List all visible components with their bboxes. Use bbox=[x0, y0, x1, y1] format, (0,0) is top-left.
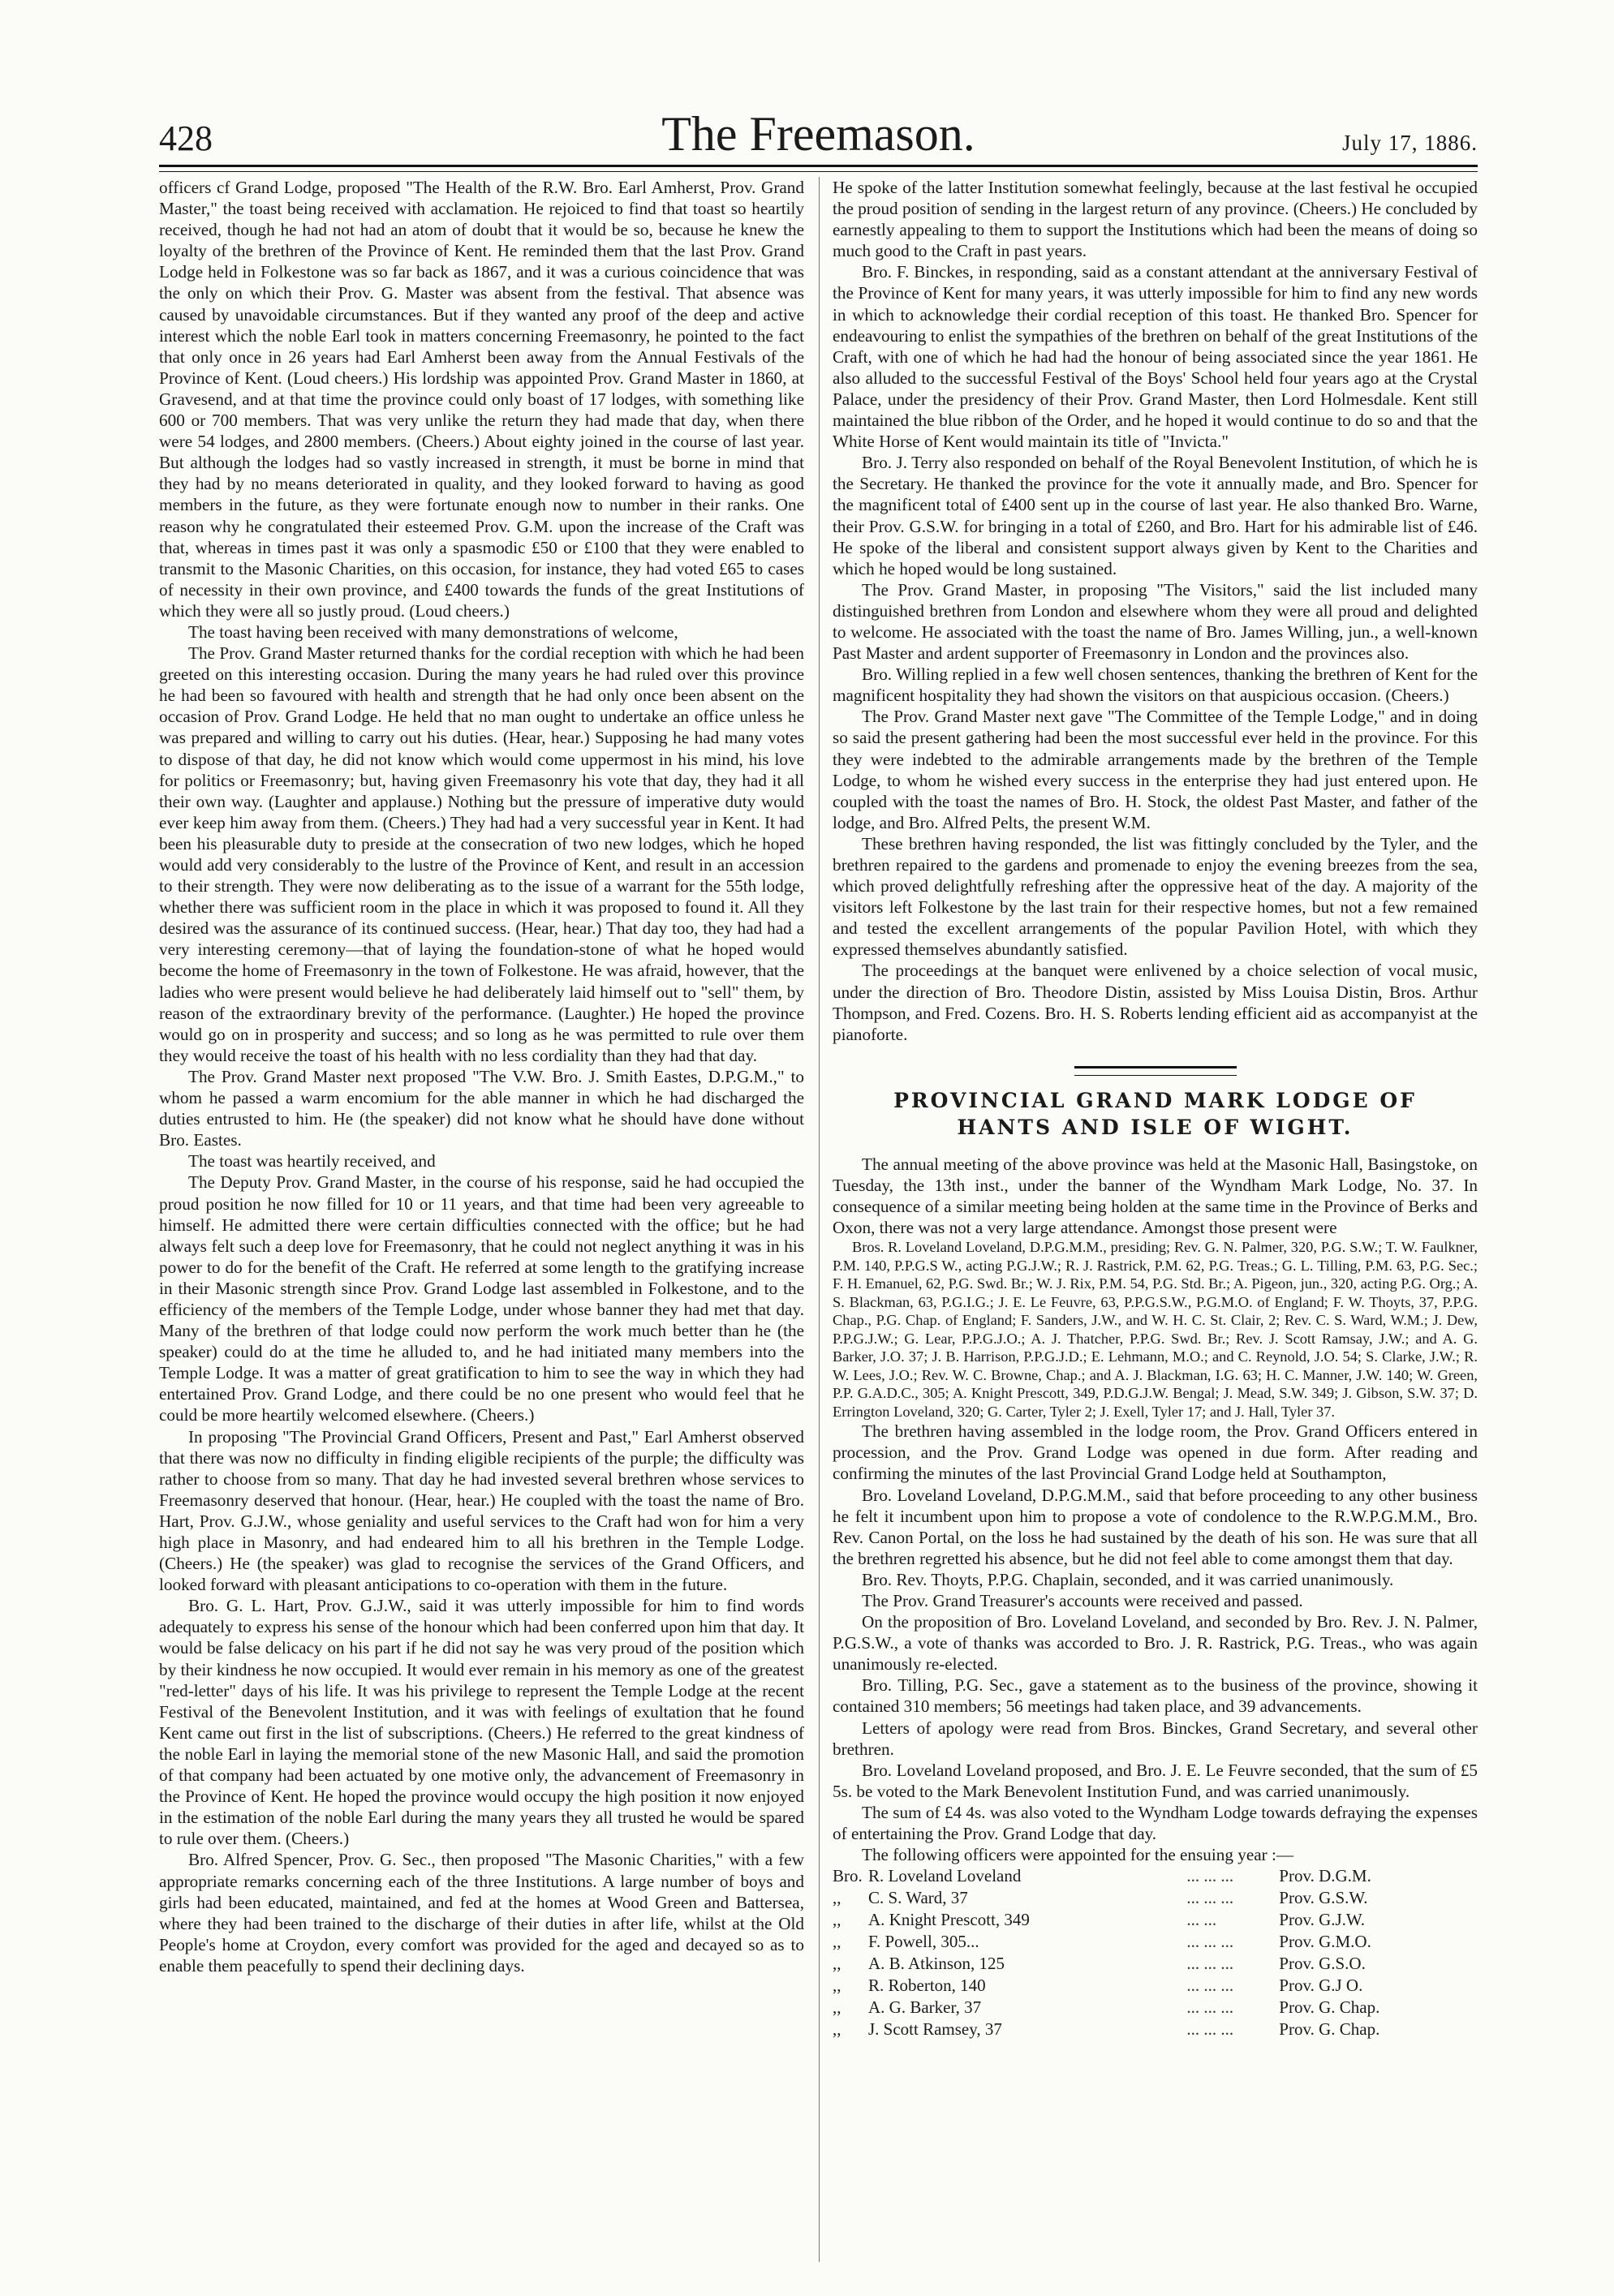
issue-date: July 17, 1886. bbox=[1341, 131, 1478, 155]
article-paragraph: These brethren having responded, the list was fittingly concluded by the Tyler, and the brethren repaired to the gardens and promenade to enjoy the evening breezes from the sea, which proved delightfully refreshing after the oppressive heat of the day. A majority of the visitors left Folkestone by the last train for their respective homes, but not a few remained and tested the excellent arrangements of the popular Pavilion Hotel, with which they expressed themselves abundantly satisfied. bbox=[833, 833, 1478, 960]
officer-leader: ... ... ... bbox=[1186, 1954, 1234, 1974]
officer-role: Prov. G.S.W. bbox=[1279, 1888, 1368, 1908]
officer-row bbox=[833, 1953, 1478, 1975]
officer-row bbox=[833, 1997, 1478, 2019]
officer-role: Prov. G.M.O. bbox=[1279, 1932, 1371, 1952]
officer-row bbox=[833, 2019, 1478, 2040]
article-paragraph: The sum of £4 4s. was also voted to the Wyndham Lodge towards defraying the expenses of entertaining the Prov. Grand Lodge that day. bbox=[833, 1802, 1478, 1843]
officer-name: R. Roberton, 140 bbox=[868, 1976, 986, 1996]
officer-prefix: ,, bbox=[833, 2019, 841, 2040]
officer-name: C. S. Ward, 37 bbox=[868, 1888, 968, 1908]
officer-prefix: ,, bbox=[833, 1997, 841, 2018]
masthead-title: The Freemason. bbox=[661, 107, 975, 161]
officer-name: A. Knight Prescott, 349 bbox=[868, 1910, 1030, 1930]
article-paragraph: Bro. Rev. Thoyts, P.P.G. Chaplain, seconded, and it was carried unanimously. bbox=[862, 1569, 1394, 1589]
column-divider bbox=[819, 177, 820, 2262]
officer-leader: ... ... ... bbox=[1186, 1997, 1234, 2018]
article-paragraph: He spoke of the latter Institution somewhat feelingly, because at the last festival he occupied the proud position of sending in the largest return of any province. (Cheers.) He concluded by earnestly appealing to them to support the Institutions which had been the means of doing so much good to the Craft in past years. bbox=[833, 178, 1478, 261]
officer-role: Prov. G. Chap. bbox=[1279, 2019, 1380, 2040]
officer-prefix: Bro. bbox=[833, 1866, 863, 1886]
officer-row bbox=[833, 1865, 1478, 1887]
article-paragraph: The toast was heartily received, and bbox=[188, 1151, 436, 1172]
officer-row bbox=[833, 1909, 1478, 1931]
header-rule-thick bbox=[159, 165, 1478, 167]
section-heading-line: PROVINCIAL GRAND MARK LODGE OF bbox=[893, 1088, 1417, 1112]
officers-table bbox=[833, 1865, 1478, 2040]
article-paragraph: Bro. J. Terry also responded on behalf of the Royal Benevolent Institution, of which he is the Secretary. He thanked the province for the vote it annually made, and Bro. Spencer for the magnificent total of £400 sent up in the course of last year. He also thanked Bro. Warne, their Prov. G.S.W. for bringing in a total of £260, and Bro. Hart for his admirable list of £46. He spoke of the liberal and consistent support always given by Kent to the Charities and which he hoped would be long sustained. bbox=[833, 453, 1478, 578]
officer-role: Prov. D.G.M. bbox=[1279, 1866, 1371, 1886]
header-rule-thin bbox=[159, 171, 1478, 172]
officer-prefix: ,, bbox=[833, 1976, 841, 1996]
article-paragraph: The proceedings at the banquet were enlivened by a choice selection of vocal music, under the direction of Bro. Theodore Distin, assisted by Miss Louisa Distin, Bros. Arthur Thompson, and Fred. Cozens. Bro. H. S. Roberts lending efficient aid as accompanyist at the pianoforte. bbox=[833, 961, 1478, 1044]
officer-prefix: ,, bbox=[833, 1932, 841, 1952]
officer-leader: ... ... bbox=[1186, 1910, 1217, 1930]
attendees-list: Bros. R. Loveland Loveland, D.P.G.M.M., presiding; Rev. G. N. Palmer, 320, P.G. S.W.; T. W. Faulkner, P.M. 140, P.P.G.S W., acting P.G.J.W.; R. J. Rastrick, P.M. 62, P.G. Treas.; G. L. Tilling, P.M. 63, P.G. Sec.; F. H. Emanuel, 62, P.G. Swd. Br.; W. J. Rix, P.M. 54, P.G. Std. Br.; A. Pigeon, jun., 320, acting P.G. Org.; A. S. Blackman, 63, P.G.I.G.; J. E. Le Feuvre, 63, P.P.G.S.W., P.G.M.O. of England; F. W. Thoyts, 37, P.P.G. Chap., P.G. Chap. of England; F. Sanders, J.W., and W. H. C. St. Clair, 2; Rev. C. S. Ward, W.M.; J. Dew, P.P.G.J.W.; G. Lear, P.P.G.J.O.; A. J. Thatcher, P.P.G. Swd. Br.; Rev. J. Scott Ramsay, J.W.; and A. G. Barker, J.O. 37; J. B. Harrison, P.P.G.J.D.; E. Lehmann, M.O.; and C. Reynold, J.O. 54; S. Clarke, J.W.; R. W. Lees, J.O.; Rev. W. C. Browne, Chap.; and A. J. Blackman, I.G. 63; H. C. Manner, J.W. 140; W. Green, P.P. G.A.D.C., 305; A. Knight Prescott, 349, P.D.G.J.W. Bengal; J. Mead, S.W. 349; J. Gibson, S.W. 37; D. Errington Loveland, 320; G. Carter, Tyler 2; J. Exell, Tyler 17; and J. Hall, Tyler 37. bbox=[833, 1239, 1478, 1420]
article-paragraph: Bro. Alfred Spencer, Prov. G. Sec., then proposed "The Masonic Charities," with a few appropriate remarks concerning each of the three Institutions. A large number of boys and girls had been educated, maintained, and fed at the homes at Wood Green and Battersea, where they had been trained to the discharge of their duties in after life, whilst at the Old People's home at Croydon, every comfort was provided for the aged and decayed so as to enable them peacefully to spend their declining days. bbox=[159, 1850, 804, 1976]
article-paragraph: Bro. Willing replied in a few well chosen sentences, thanking the brethren of Kent for the magnificent hospitality they had shown the visitors on that auspicious occasion. (Cheers.) bbox=[833, 664, 1478, 706]
article-paragraph: Bro. Tilling, P.G. Sec., gave a statement as to the business of the province, showing it contained 310 members; 56 meetings had taken place, and 39 advancements. bbox=[833, 1675, 1478, 1717]
article-paragraph: officers cf Grand Lodge, proposed "The Health of the R.W. Bro. Earl Amherst, Prov. Grand Master," the toast being received with acclamation. He rejoiced to find that toast so heartily received, though he had not had an atom of doubt that it would be so, because he knew the loyalty of the brethren of the Province of Kent. He reminded them that the last Prov. Grand Lodge held in Folkestone was so far back as 1867, and it was a curious coincidence that was the only on which their Prov. G. Master was absent from the festival. That absence was caused by unavoidable circumstances. But if they wanted any proof of the deep and active interest which the noble Earl took in matters concerning Freemasonry, he pointed to the fact that only once in 26 years had Earl Amherst been away from the Annual Festivals of the Province of Kent. (Loud cheers.) His lordship was appointed Prov. Grand Master in 1860, at Gravesend, and at that time the province could only boast of 17 lodges, with something like 600 or 700 members. That was very unlike the return they had made that day, when there were 54 lodges, and 2800 members. (Cheers.) About eighty joined in the course of last year. But although the lodges had so vastly increased in strength, it must be borne in mind that they had by no means deteriorated in quality, and they looked forward to having as good members in the future, as they were fortunate enough now to number in their ranks. One reason why he congratulated their esteemed Prov. G.M. upon the increase of the Craft was that, whereas in times past it was only a spasmodic £50 or £100 that they were enabled to transmit to the Masonic Charities, on this occasion, for instance, they had voted £65 to cases of necessity in their own province, and £400 towards the funds of the great Institutions of which they were all so justly proud. (Loud cheers.) bbox=[159, 178, 804, 621]
article-paragraph: Bro. G. L. Hart, Prov. G.J.W., said it was utterly impossible for him to find words adequately to express his sense of the honour which had been conferred upon him that day. It would be false delicacy on his part if he did not say he was very proud of the position which by their kindness he now occupied. It would ever remain in his memory as one of the greatest "red-letter" days of his life. It was his privilege to represent the Temple Lodge at the recent Festival of the Benevolent Institution, and it was with feelings of exultation that he found Kent came out first in the list of subscriptions. (Cheers.) He referred to the great kindness of the noble Earl in laying the memorial stone of the new Masonic Hall, and said the promotion of that company had been actuated by one motive only, the advancement of Freemasonry in the Province of Kent. He hoped the province would occupy the high position it now enjoyed in the estimation of the noble Earl during the many years they all trusted he would be spared to rule over them. (Cheers.) bbox=[159, 1596, 804, 1849]
officer-role: Prov. G.S.O. bbox=[1279, 1954, 1366, 1974]
officer-leader: ... ... ... bbox=[1186, 2019, 1234, 2040]
officer-leader: ... ... ... bbox=[1186, 1866, 1234, 1886]
page-header bbox=[159, 105, 1478, 162]
article-paragraph: The Prov. Grand Master, in proposing "The Visitors," said the list included many distinguished brethren from London and elsewhere whom they were all proud and delighted to welcome. He associated with the toast the name of Bro. James Willing, jun., a well-known Past Master and ardent supporter of Freemasonry in London and the provinces also. bbox=[833, 579, 1478, 664]
officer-prefix: ,, bbox=[833, 1888, 841, 1908]
officer-row bbox=[833, 1931, 1478, 1953]
article-paragraph: On the proposition of Bro. Loveland Loveland, and seconded by Bro. Rev. J. N. Palmer, P.G.S.W., a vote of thanks was accorded to Bro. J. R. Rastrick, P.G. Treas., who was again unanimously re-elected. bbox=[833, 1612, 1478, 1675]
officer-leader: ... ... ... bbox=[1186, 1976, 1234, 1996]
article-paragraph: The brethren having assembled in the lodge room, the Prov. Grand Officers entered in procession, and the Prov. Grand Lodge was opened in due form. After reading and confirming the minutes of the last Provincial Grand Lodge held at Southampton, bbox=[833, 1421, 1478, 1484]
section-heading-line: HANTS AND ISLE OF WIGHT. bbox=[957, 1115, 1354, 1139]
article-paragraph: The Prov. Grand Master next gave "The Committee of the Temple Lodge," and in doing so said the present gathering had been the most successful ever held in the province. For this they were indebted to the admirable arrangements made by the brethren of the Temple Lodge, to whom he wished every success in the enterprise they had just entered upon. He coupled with the toast the names of Bro. H. Stock, the oldest Past Master, and father of the lodge, and Bro. Alfred Pelts, the present W.M. bbox=[833, 707, 1478, 832]
officer-name: A. G. Barker, 37 bbox=[868, 1997, 982, 2018]
article-paragraph: The Deputy Prov. Grand Master, in the course of his response, said he had occupied the proud position he now filled for 10 or 11 years, and that time had been very agreeable to himself. He admitted there were certain difficulties connected with the office; but he had always felt such a deep love for Freemasonry, that he could not neglect anything it was in his power to do for the benefit of the Craft. He referred at some length to the gratifying increase in their Masonic strength since Prov. Grand Lodge last assembled in Folkestone, and to the efficiency of the members of the Temple Lodge, under whose banner they had met that day. Many of the brethren of that lodge could now perform the work much better than he (the speaker) could do at the time he alluded to, and he had initiated many members into the Temple Lodge. It was a matter of great gratification to him to see the way in which they had entertained Prov. Grand Lodge, and there could be no one present who would feel that he could be more heartily welcomed elsewhere. (Cheers.) bbox=[159, 1172, 804, 1425]
officer-row bbox=[833, 1887, 1478, 1909]
section-intro: The annual meeting of the above province was held at the Masonic Hall, Basingstoke, on Tuesday, the 13th inst., under the banner of the Wyndham Mark Lodge, No. 37. In consequence of a similar meeting being holden at the same time in the Province of Berks and Oxon, there was not a very large attendance. Amongst those present were bbox=[833, 1154, 1478, 1238]
article-paragraph: The Prov. Grand Master next proposed "The V.W. Bro. J. Smith Eastes, D.P.G.M.," to whom he passed a warm encomium for the able manner in which he had discharged the duties entrusted to him. He (the speaker) did not know what he should have done without Bro. Eastes. bbox=[159, 1066, 804, 1150]
article-paragraph: The Prov. Grand Master returned thanks for the cordial reception with which he had been greeted on this interesting occasion. During the many years he had ruled over this province he had been so favoured with health and strength that he had only once been absent on the occasion of Prov. Grand Lodge. He held that no man ought to undertake an office unless he was prepared and willing to carry out his duties. (Hear, hear.) Supposing he had many votes to dispose of that day, he did not know which would come uppermost in his mind, his love for politics or Freemasonry; but, having given Freemasonry his vote that day, they had it all their own way. (Laughter and applause.) Nothing but the pressure of imperative duty would ever keep him away from them. (Cheers.) They had had a very successful year in Kent. It had been his pleasurable duty to preside at the consecration of two new lodges, which he hoped would add very considerably to the lustre of the Province of Kent, and result in an accession to their strength. They were now deliberating as to the issue of a warrant for the 55th lodge, whether there was sufficient room in the place in which it was proposed to found it. All they desired was the assurance of its continued success. (Hear, hear.) That day too, they had had a very interesting ceremony—that of laying the foundation-stone of what he hoped would become the home of Freemasonry in the town of Folkestone. He was afraid, however, that the ladies who were present would believe he had deliberately laid himself out to "sell" them, by reason of the extraordinary brevity of the performance. (Laughter.) He hoped the province would go on in prosperity and success; and so long as he was permitted to rule over them they would receive the toast of his health with no less cordiality than they had that day. bbox=[159, 643, 804, 1065]
officer-name: A. B. Atkinson, 125 bbox=[868, 1954, 1005, 1974]
officer-prefix: ,, bbox=[833, 1954, 841, 1974]
article-paragraph: The following officers were appointed for the ensuing year :— bbox=[862, 1845, 1294, 1865]
article-paragraph: Letters of apology were read from Bros. Binckes, Grand Secretary, and several other brethren. bbox=[833, 1718, 1478, 1759]
article-paragraph: The toast having been received with many demonstrations of welcome, bbox=[188, 621, 678, 642]
article-paragraph: Bro. Loveland Loveland proposed, and Bro. J. E. Le Feuvre seconded, that the sum of £5 5s. be voted to the Mark Benevolent Institution Fund, and was carried unanimously. bbox=[833, 1760, 1478, 1801]
section-rule bbox=[1074, 1066, 1237, 1076]
article-paragraph: The Prov. Grand Treasurer's accounts were received and passed. bbox=[862, 1590, 1303, 1610]
officer-role: Prov. G.J.W. bbox=[1279, 1910, 1366, 1930]
officer-name: R. Loveland Loveland bbox=[868, 1866, 1022, 1886]
officer-leader: ... ... ... bbox=[1186, 1932, 1234, 1952]
officer-name: J. Scott Ramsey, 37 bbox=[868, 2019, 1002, 2040]
officer-role: Prov. G. Chap. bbox=[1279, 1997, 1380, 2018]
officer-name: F. Powell, 305... bbox=[868, 1932, 979, 1952]
page-number: 428 bbox=[159, 118, 213, 158]
article-paragraph: Bro. Loveland Loveland, D.P.G.M.M., said that before proceeding to any other business he felt it incumbent upon him to propose a vote of condolence to the R.W.P.G.M.M., Bro. Rev. Canon Portal, on the loss he had sustained by the death of his son. He was sure that all the brethren regretted his absence, but he did not feel able to come amongst them that day. bbox=[833, 1485, 1478, 1568]
article-paragraph: In proposing "The Provincial Grand Officers, Present and Past," Earl Amherst observed that there was now no difficulty in finding eligible recipients of the purple; the difficulty was rather to choose from so many. That day he had invested several brethren whose services to Freemasonry deserved that honour. (Hear, hear.) He coupled with the toast the name of Bro. Hart, Prov. G.J.W., whose geniality and useful services to the Craft had won for him a very high place in Masonry, and had endeared him to all his brethren in the Temple Lodge. (Cheers.) He (the speaker) was glad to recognise the services of the Grand Officers, and looked forward with pleasant anticipations to co-operation with them in the future. bbox=[159, 1426, 804, 1595]
officer-row bbox=[833, 1975, 1478, 1997]
officer-leader: ... ... ... bbox=[1186, 1888, 1234, 1908]
left-column bbox=[159, 177, 804, 2262]
officer-prefix: ,, bbox=[833, 1910, 841, 1930]
officer-role: Prov. G.J O. bbox=[1279, 1976, 1363, 1996]
right-column bbox=[833, 177, 1478, 2262]
section-heading bbox=[833, 1087, 1478, 1141]
article-paragraph: Bro. F. Binckes, in responding, said as a constant attendant at the anniversary Festival of the Province of Kent for many years, it was utterly impossible for him to find any new words in which to acknowledge their cordial reception of this toast. He thanked Bro. Spencer for endeavouring to enlist the sympathies of the brethren on behalf of the great Institutions of the Craft, with one of which he had had the honour of being associated since the year 1861. He also alluded to the successful Festival of the Boys' School held four years ago at the Crystal Palace, under the presidency of their Prov. Grand Master, then Lord Holmesdale. Kent still maintained the blue ribbon of the Order, and he hoped it would continue to do so and that the White Horse of Kent would maintain its title of "Invicta." bbox=[833, 262, 1478, 452]
